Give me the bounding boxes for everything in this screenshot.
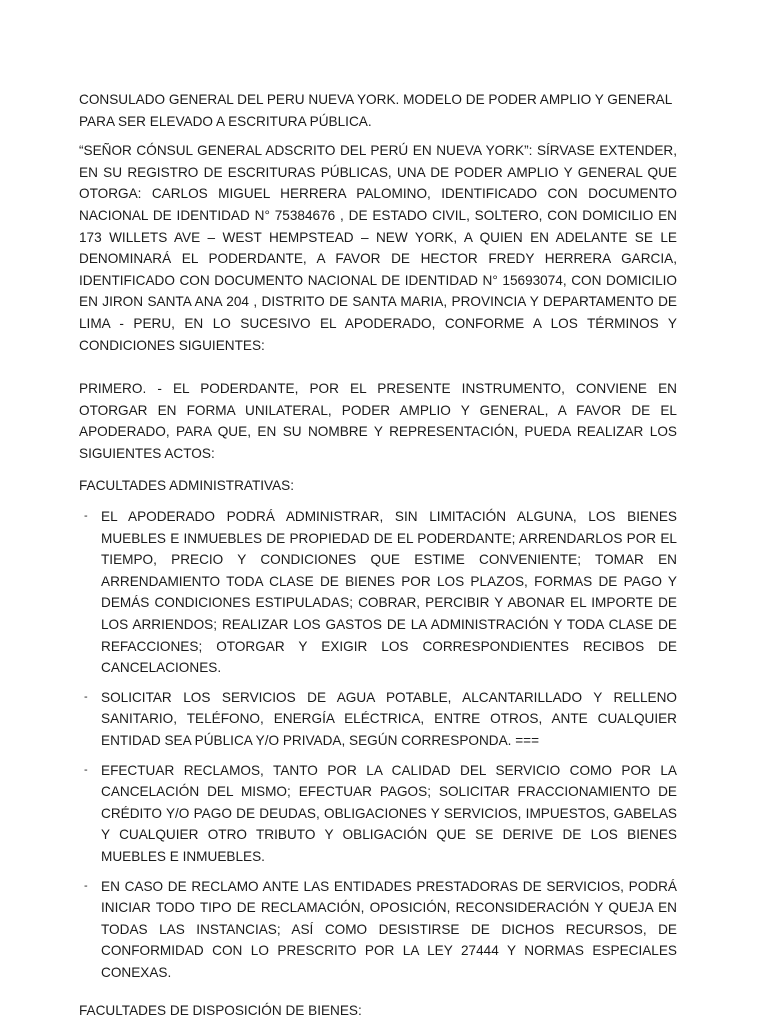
list-bullet: - (84, 879, 88, 892)
list-bullet: - (84, 690, 88, 703)
document-title: CONSULADO GENERAL DEL PERU NUEVA YORK. MODELO DE PODER AMPLIO Y GENERAL PARA SER ELEVADO A ESCRITURA PÚBLICA. (79, 92, 672, 129)
list-item-text: EFECTUAR RECLAMOS, TANTO POR LA CALIDAD DEL SERVICIO COMO POR LA CANCELACIÓN DEL MISMO; EFECTUAR PAGOS; SOLICITAR FRACCIONAMIENTO DE CRÉDITO Y/O PAGO DE DEUDAS, OBLIGACIONES Y SERVICIOS, IMPUESTOS, GABELAS Y CUALQUIER OTRO TRIBUTO Y OBLIGACIÓN QUE SE DERIVE DE LOS BIENES MUEBLES E INMUEBLES. (101, 762, 677, 864)
list-bullet: - (84, 763, 88, 776)
intro-paragraph: “SEÑOR CÓNSUL GENERAL ADSCRITO DEL PERÚ EN NUEVA YORK”: SÍRVASE EXTENDER, EN SU REGISTRO DE ESCRITURAS PÚBLICAS, UNA DE PODER AMPLIO Y GENERAL QUE OTORGA: CARLOS MIGUEL HERRERA PALOMINO, IDENTIFICADO CON DOCUMENTO NACIONAL DE IDENTIDAD N° 75384676 , DE ESTADO CIVIL, SOLTERO, CON DOMICILIO EN 173 WILLETS AVE – WEST HEMPSTEAD – NEW YORK, A QUIEN EN ADELANTE SE LE DENOMINARÁ EL PODERDANTE, A FAVOR DE HECTOR FREDY HERRERA GARCIA, IDENTIFICADO CON DOCUMENTO NACIONAL DE IDENTIDAD N° 15693074, CON DOMICILIO EN JIRON SANTA ANA 204 , DISTRITO DE SANTA MARIA, PROVINCIA Y DEPARTAMENTO DE LIMA - PERU, EN LO SUCESIVO EL APODERADO, CONFORME A LOS TÉRMINOS Y CONDICIONES SIGUIENTES: (79, 143, 677, 353)
list-item (79, 760, 677, 868)
clause-primero: PRIMERO. - EL PODERDANTE, POR EL PRESENTE INSTRUMENTO, CONVIENE EN OTORGAR EN FORMA UNILATERAL, PODER AMPLIO Y GENERAL, A FAVOR DE EL APODERADO, PARA QUE, EN SU NOMBRE Y REPRESENTACIÓN, PUEDA REALIZAR LOS SIGUIENTES ACTOS: (79, 381, 677, 461)
list-item (79, 506, 677, 679)
list-bullet: - (84, 510, 88, 523)
list-item-text: SOLICITAR LOS SERVICIOS DE AGUA POTABLE, ALCANTARILLADO Y RELLENO SANITARIO, TELÉFONO, ENERGÍA ELÉCTRICA, ENTRE OTROS, ANTE CUALQUIER ENTIDAD SEA PÚBLICA Y/O PRIVADA, SEGÚN CORRESPONDA. === (101, 689, 677, 749)
section-heading-administrativas: FACULTADES ADMINISTRATIVAS: (79, 477, 295, 493)
list-item (79, 876, 677, 984)
section-heading-disposicion: FACULTADES DE DISPOSICIÓN DE BIENES: (79, 1002, 362, 1018)
document-page (79, 89, 677, 1021)
list-item (79, 687, 677, 752)
list-item-text: EN CASO DE RECLAMO ANTE LAS ENTIDADES PRESTADORAS DE SERVICIOS, PODRÁ INICIAR TODO TIPO DE RECLAMACIÓN, OPOSICIÓN, RECONSIDERACIÓN Y QUEJA EN TODAS LAS INSTANCIAS; ASÍ COMO DESISTIRSE DE DICHOS RECURSOS, DE CONFORMIDAD CON LO PRESCRITO POR LA LEY 27444 Y NORMAS ESPECIALES CONEXAS. (101, 878, 677, 980)
administrative-powers-list (79, 506, 677, 983)
list-item-text: EL APODERADO PODRÁ ADMINISTRAR, SIN LIMITACIÓN ALGUNA, LOS BIENES MUEBLES E INMUEBLES DE PROPIEDAD DE EL PODERDANTE; ARRENDARLOS POR EL TIEMPO, PRECIO Y CONDICIONES QUE ESTIME CONVENIENTE; TOMAR EN ARRENDAMIENTO TODA CLASE DE BIENES POR LOS PLAZOS, FORMAS DE PAGO Y DEMÁS CONDICIONES ESTIPULADAS; COBRAR, PERCIBIR Y ABONAR EL IMPORTE DE LOS ARRIENDOS; REALIZAR LOS GASTOS DE LA ADMINISTRACIÓN Y TODA CLASE DE REFACCIONES; OTORGAR Y EXIGIR LOS CORRESPONDIENTES RECIBOS DE CANCELACIONES. (101, 509, 677, 676)
